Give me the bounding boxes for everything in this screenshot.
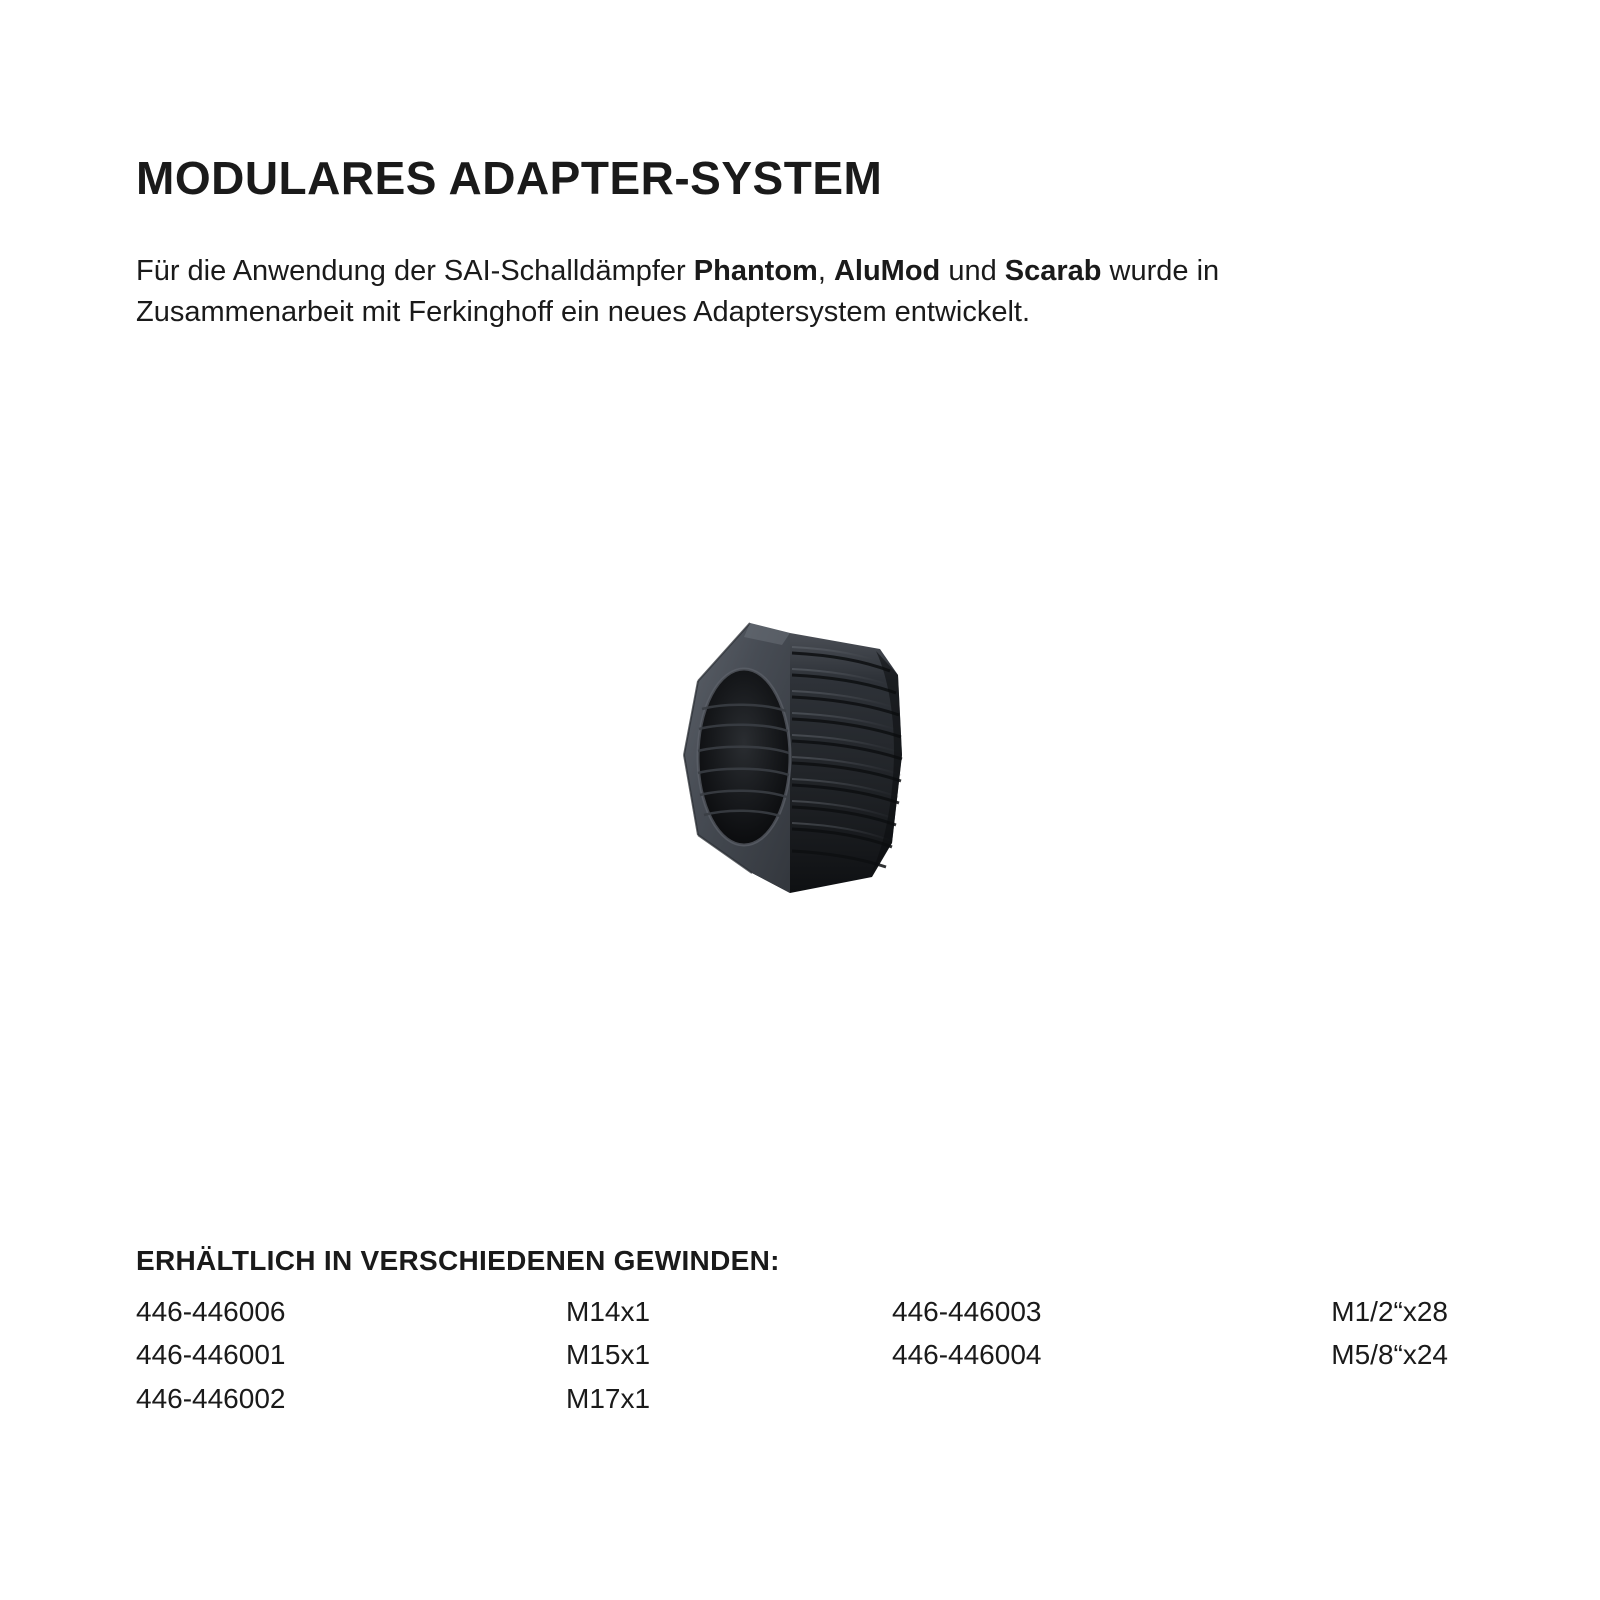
product-image <box>640 605 970 925</box>
page-title: MODULARES ADAPTER-SYSTEM <box>136 151 883 204</box>
article-number: 446-446006 <box>136 1296 286 1327</box>
table-row <box>136 1290 1448 1333</box>
hex-flange-group <box>684 623 790 893</box>
intro-text-part-1: Für die Anwendung der SAI-Schalldämpfer <box>136 255 694 287</box>
product-name-phantom: Phantom <box>693 255 818 287</box>
table-row <box>136 1333 1448 1376</box>
product-name-scarab: Scarab <box>1004 255 1102 287</box>
article-number: 446-446001 <box>136 1339 286 1371</box>
product-name-alumod: AluMod <box>833 255 941 287</box>
intro-separator-1: , <box>817 255 834 287</box>
intro-text-part-2: wurde in Zusammenarbeit mit Ferkinghoff ein neues Adaptersystem entwickelt. <box>136 255 1220 329</box>
variants-table <box>136 1290 1448 1420</box>
thread-size: M15x1 <box>566 1339 651 1371</box>
article-number: 446-446003 <box>892 1296 1042 1327</box>
article-number: 446-446004 <box>892 1339 1042 1371</box>
adapter-threaded-bushing-icon <box>640 605 970 925</box>
thread-size: M17x1 <box>566 1382 651 1414</box>
variants-heading: ERHÄLTLICH IN VERSCHIEDENEN GEWINDEN: <box>136 1245 780 1277</box>
thread-size: M5/8“x24 <box>1331 1339 1448 1371</box>
article-number: 446-446002 <box>136 1382 286 1414</box>
thread-size: M14x1 <box>566 1296 651 1327</box>
intro-separator-2: und <box>940 255 1005 287</box>
table-row <box>136 1377 1448 1420</box>
intro-paragraph <box>136 251 1436 333</box>
thread-size: M1/2“x28 <box>1331 1296 1448 1327</box>
threaded-body-group <box>790 633 902 893</box>
